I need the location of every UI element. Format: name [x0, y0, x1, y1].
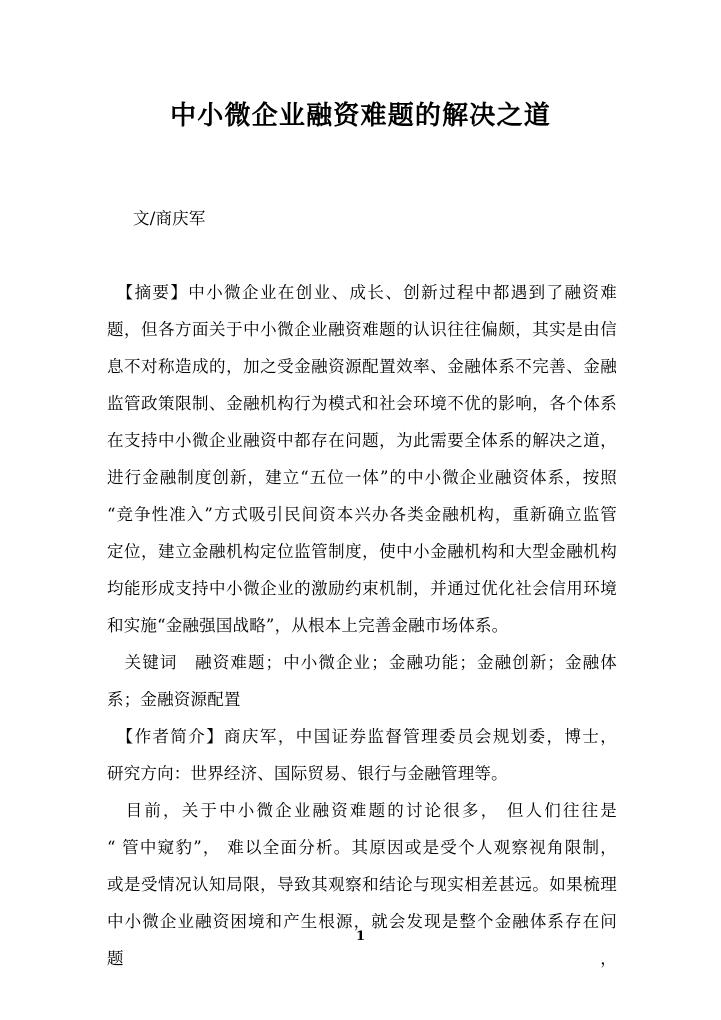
abstract-line: 在支持中小微企业融资中都存在问题，为此需要全体系的解决之道， [107, 431, 617, 450]
body-line: 或是受情况认知局限，导致其观察和结论与现实相差甚远。如果梳理 [107, 875, 617, 894]
abstract-line: 题，但各方面关于中小微企业融资难题的认识往往偏颇，其实是由信 [107, 320, 617, 339]
author-bio-line: 【作者简介】商庆军，中国证券监督管理委员会规划委，博士， [107, 727, 617, 746]
abstract-line: 和实施“金融强国战略”，从根本上完善金融市场体系。 [107, 616, 509, 635]
author-bio-line: 研究方向：世界经济、国际贸易、银行与金融管理等。 [107, 764, 508, 783]
body-line: “ 管中窥豹”， 难以全面分析。其原因或是受个人观察视角限制， [107, 838, 617, 857]
page-number: 1 [355, 929, 366, 944]
abstract-line: 均能形成支持中小微企业的激励约束机制，并通过优化社会信用环境 [107, 579, 617, 598]
byline-spacer [107, 237, 617, 274]
abstract-line: 监管政策限制、金融机构行为模式和社会环境不优的影响，各个体系 [107, 394, 617, 413]
body-line: 中小微企业融资困境和产生根源，就会发现是整个金融体系存在问题， [107, 912, 617, 968]
abstract-line: 【摘要】中小微企业在创业、成长、创新过程中都遇到了融资难 [107, 283, 617, 302]
page-title: 中小微企业融资难题的解决之道 [170, 101, 551, 132]
abstract-line: “竞争性准入”方式吸引民间资本兴办各类金融机构，重新确立监管 [107, 505, 617, 524]
abstract-line: 进行金融制度创新，建立“五位一体”的中小微企业融资体系，按照 [107, 468, 617, 487]
abstract-line: 定位，建立金融机构定位监管制度，使中小金融机构和大型金融机构 [107, 542, 617, 561]
body-line: 目前，关于中小微企业融资难题的讨论很多， 但人们往往是 [107, 801, 617, 820]
byline: 文/商庆军 [133, 209, 206, 228]
abstract-line: 息不对称造成的，加之受金融资源配置效率、金融体系不完善、金融 [107, 357, 617, 376]
keywords-line: 系；金融资源配置 [107, 690, 241, 709]
document-body [107, 200, 617, 968]
keywords-line: 关键词 融资难题；中小微企业；金融功能；金融创新；金融体 [107, 653, 617, 672]
